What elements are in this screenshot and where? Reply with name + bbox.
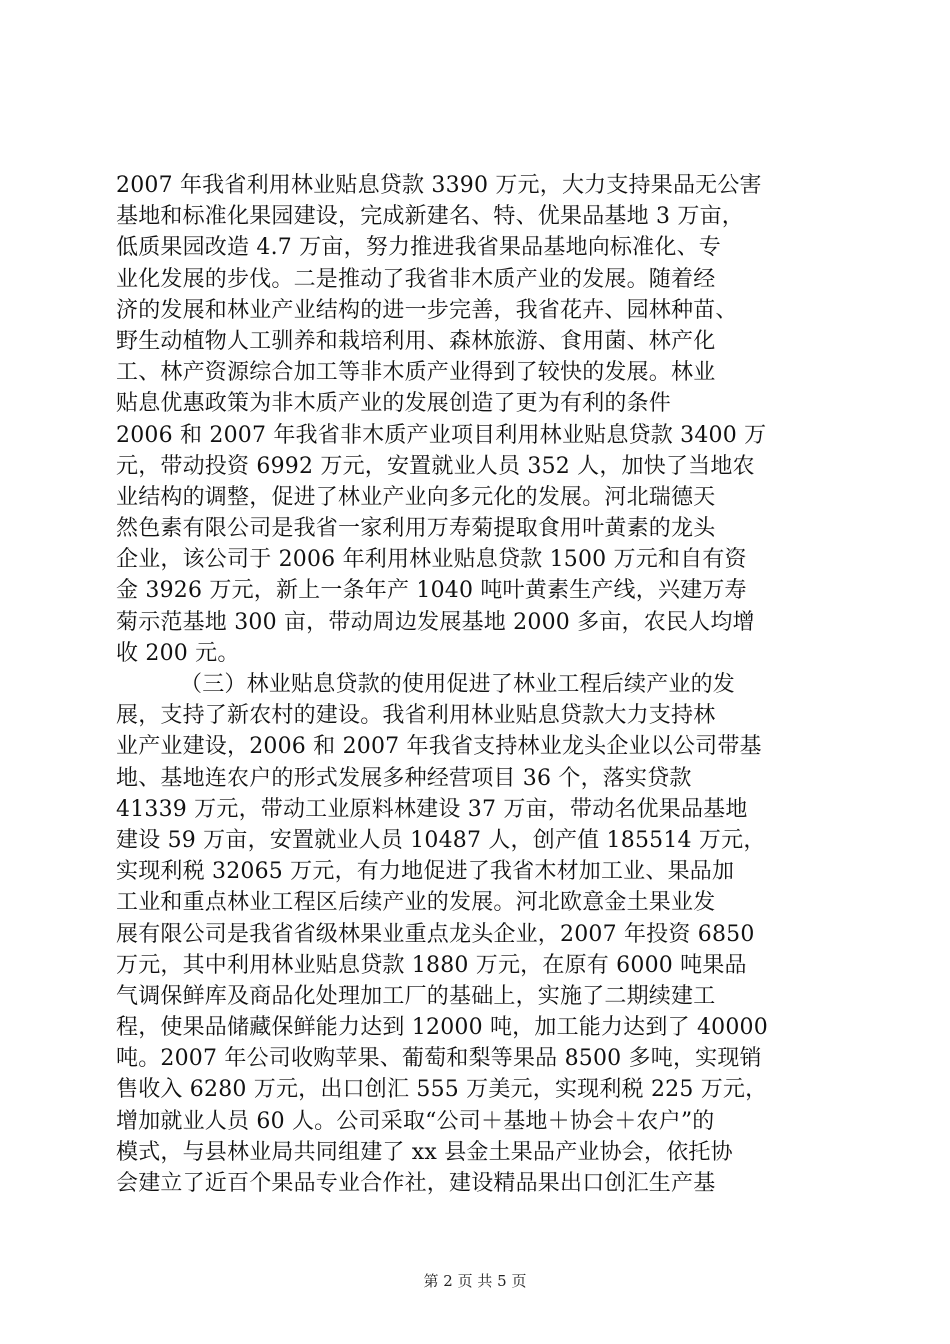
text-line: 元，带动投资 6992 万元，安置就业人员 352 人，加快了当地农 <box>116 453 755 479</box>
text-line: 金 3926 万元，新上一条年产 1040 吨叶黄素生产线，兴建万寿 <box>116 578 747 604</box>
text-line: 气调保鲜库及商品化处理加工厂的基础上，实施了二期续建工 <box>116 983 716 1009</box>
text-line: 吨。2007 年公司收购苹果、葡萄和梨等果品 8500 多吨，实现销 <box>116 1046 762 1072</box>
text-line: 济的发展和林业产业结构的进一步完善，我省花卉、园林种苗、 <box>116 297 738 323</box>
text-line: 收 200 元。 <box>116 640 240 666</box>
text-line: 会建立了近百个果品专业合作社，建设精品果出口创汇生产基 <box>116 1171 716 1196</box>
text-line: 贴息优惠政策为非木质产业的发展创造了更为有利的条件 <box>116 391 672 417</box>
section-heading-line: （三）林业贴息贷款的使用促进了林业工程后续产业的发 <box>180 672 736 697</box>
text-line: 业结构的调整，促进了林业产业向多元化的发展。河北瑞德天 <box>116 484 716 510</box>
text-line: 万元，其中利用林业贴息贷款 1880 万元，在原有 6000 吨果品 <box>116 952 747 978</box>
text-line: 基地和标准化果园建设，完成新建名、特、优果品基地 3 万亩， <box>116 204 744 230</box>
text-line: 展有限公司是我省省级林果业重点龙头企业，2007 年投资 6850 <box>116 921 755 947</box>
text-line: 售收入 6280 万元，出口创汇 555 万美元，实现利税 225 万元， <box>116 1077 768 1103</box>
text-line: 程，使果品储藏保鲜能力达到 12000 吨，加工能力达到了 40000 <box>116 1015 768 1041</box>
text-line: 业产业建设，2006 和 2007 年我省支持林业龙头企业以公司带基 <box>116 734 762 760</box>
text-line: 地、基地连农户的形式发展多种经营项目 36 个，落实贷款 <box>116 765 692 791</box>
text-line: 工业和重点林业工程区后续产业的发展。河北欧意金土果业发 <box>116 890 716 916</box>
text-line: 企业，该公司于 2006 年利用林业贴息贷款 1500 万元和自有资 <box>116 547 747 573</box>
text-line: 低质果园改造 4.7 万亩，努力推进我省果品基地向标准化、专 <box>116 235 721 261</box>
text-line: 野生动植物人工驯养和栽培利用、森林旅游、食用菌、林产化 <box>116 328 716 354</box>
page-number: 第 2 页 共 5 页 <box>423 1272 527 1290</box>
text-line: 展，支持了新农村的建设。我省利用林业贴息贷款大力支持林 <box>116 703 716 729</box>
text-line: 菊示范基地 300 亩，带动周边发展基地 2000 多亩，农民人均增 <box>116 609 755 635</box>
text-line: 2006 和 2007 年我省非木质产业项目利用林业贴息贷款 3400 万 <box>116 422 767 448</box>
text-line: 增加就业人员 60 人。公司采取“公司＋基地＋协会＋农户”的 <box>116 1108 715 1134</box>
text-line: 2007 年我省利用林业贴息贷款 3390 万元，大力支持果品无公害 <box>116 173 762 198</box>
text-line: 工、林产资源综合加工等非木质产业得到了较快的发展。林业 <box>116 360 716 386</box>
text-line: 然色素有限公司是我省一家利用万寿菊提取食用叶黄素的龙头 <box>116 516 716 542</box>
body-text <box>116 170 836 1199</box>
text-line: 建设 59 万亩，安置就业人员 10487 人，创产值 185514 万元， <box>116 827 766 853</box>
text-line: 业化发展的步伐。二是推动了我省非木质产业的发展。随着经 <box>116 266 716 292</box>
text-line: 41339 万元，带动工业原料林建设 37 万亩，带动名优果品基地 <box>116 796 748 822</box>
text-line: 实现利税 32065 万元，有力地促进了我省木材加工业、果品加 <box>116 859 735 885</box>
text-line: 模式，与县林业局共同组建了 xx 县金土果品产业协会，依托协 <box>116 1139 733 1165</box>
